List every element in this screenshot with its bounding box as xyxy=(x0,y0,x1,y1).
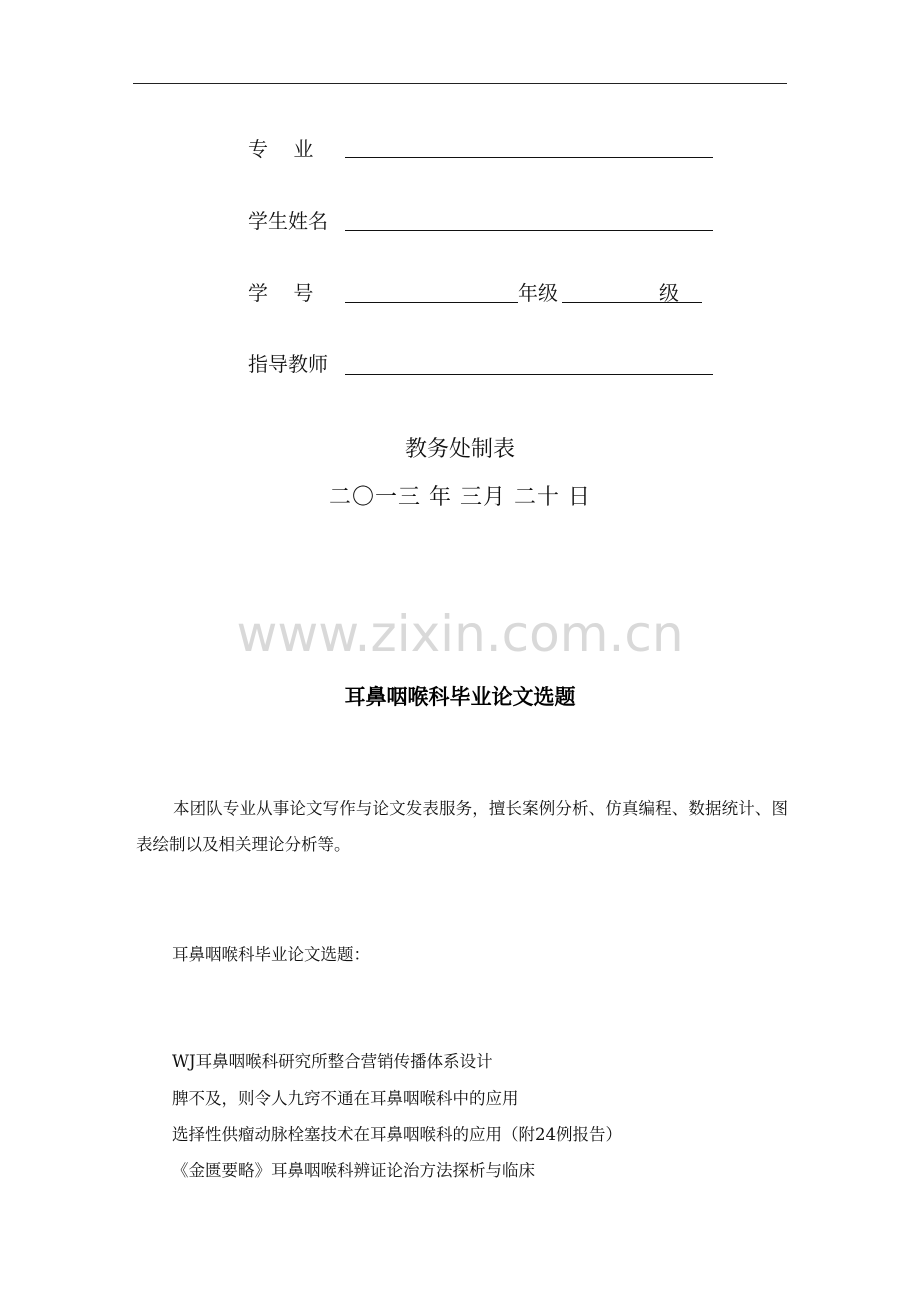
issue-date: 二〇一三 年 三月 二十 日 xyxy=(329,485,591,510)
grade-blank xyxy=(562,302,702,303)
watermark: www.zixin.com.cn xyxy=(236,605,684,663)
header-rule xyxy=(133,83,787,84)
student-id-label: 学 号 xyxy=(248,281,314,305)
student-name-label: 学生姓名 xyxy=(248,209,328,233)
student-id-blank xyxy=(345,302,518,303)
intro-paragraph: 本团队专业从事论文写作与论文发表服务，擅长案例分析、仿真编程、数据统计、图表绘制以及相关理论分析等。 xyxy=(136,799,788,854)
issuing-office: 教务处制表 xyxy=(404,437,515,462)
advisor-label: 指导教师 xyxy=(248,352,328,376)
major-blank xyxy=(345,157,713,158)
major-label: 专 业 xyxy=(248,137,314,161)
grade-label: 年级 xyxy=(518,281,558,305)
student-name-blank xyxy=(345,230,713,231)
grade-suffix: 级 xyxy=(659,281,679,305)
topic-item: 《金匮要略》耳鼻咽喉科辨证论治方法探析与临床 xyxy=(172,1161,535,1180)
topics-heading: 耳鼻咽喉科毕业论文选题： xyxy=(172,945,370,964)
topic-item: 选择性供瘤动脉栓塞技术在耳鼻咽喉科的应用（附24例报告） xyxy=(172,1125,622,1144)
topic-item: WJ耳鼻咽喉科研究所整合营销传播体系设计 xyxy=(172,1052,493,1071)
advisor-blank xyxy=(345,374,713,375)
document-title: 耳鼻咽喉科毕业论文选题 xyxy=(344,685,576,709)
topic-item: 脾不及，则令人九窍不通在耳鼻咽喉科中的应用 xyxy=(172,1089,519,1108)
